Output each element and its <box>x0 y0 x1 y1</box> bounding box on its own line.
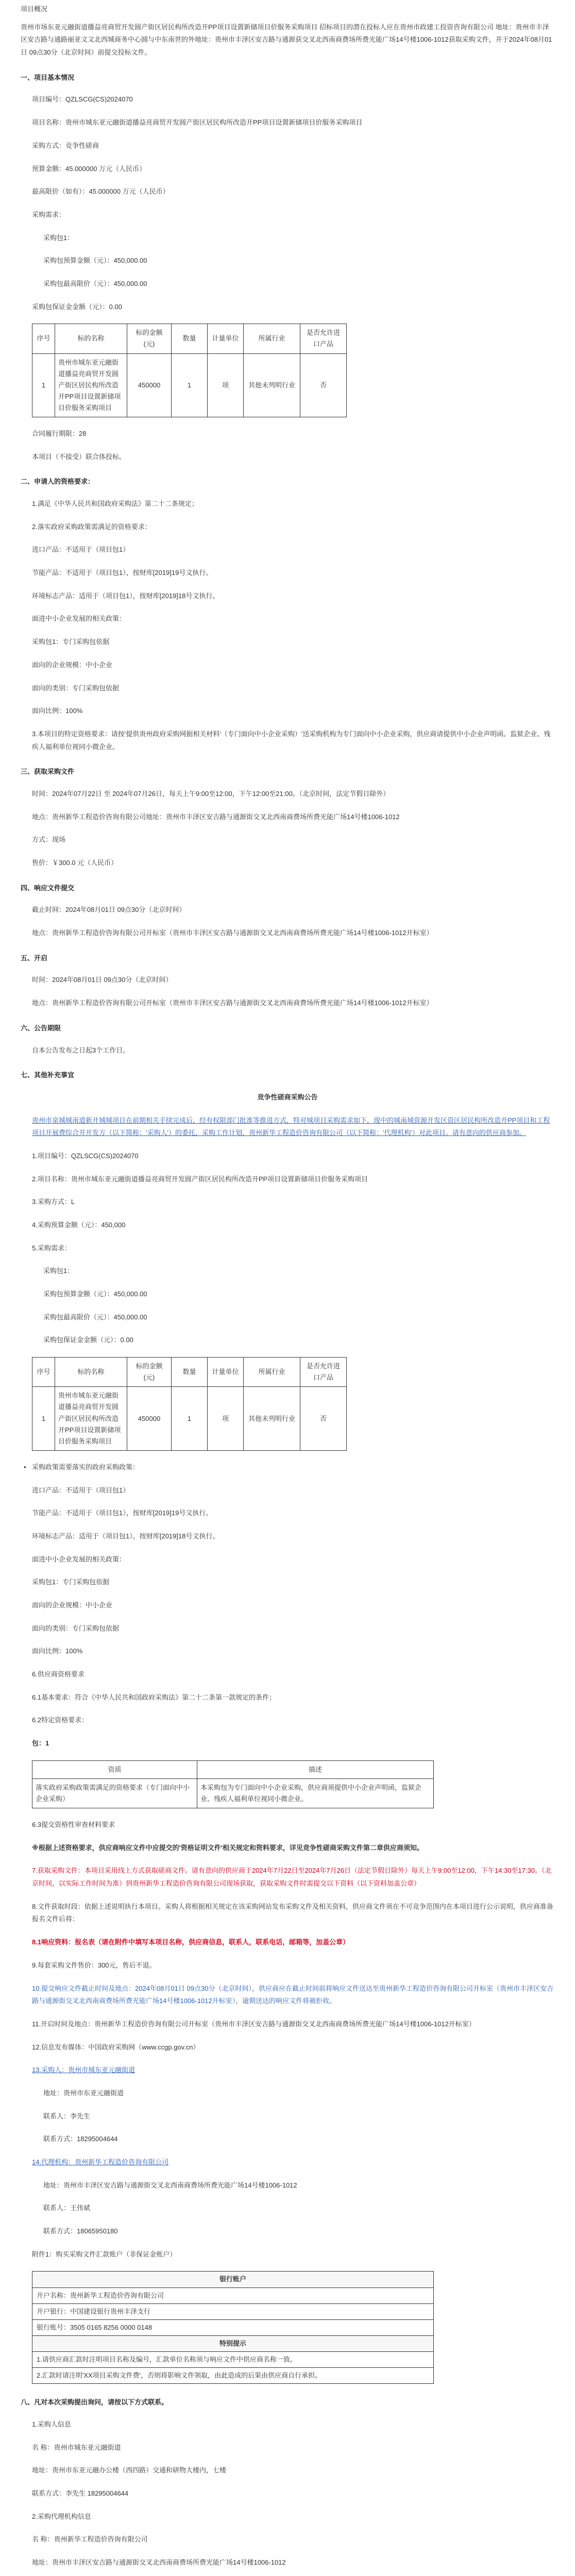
notice-point-3: 3.采购方式：L <box>32 1198 75 1206</box>
section-4-title: 四、响应文件提交 <box>21 884 75 892</box>
table-header: 标的金额(元) <box>127 324 172 353</box>
notice-period: 自本公告发布之日起3个工作日。 <box>32 1046 130 1054</box>
table-header: 计量单位 <box>208 1358 244 1387</box>
table-cell: 落实政府采购政策需满足的资格要求（专门面向中小企业采购） <box>32 1778 197 1808</box>
contact-2-title: 2.采购代理机构信息 <box>32 2512 91 2520</box>
table-header: 数量 <box>172 324 208 353</box>
notice-point-12: 12.信息发布媒体：中国政府采购网（www.ccgp.gov.cn） <box>32 2043 200 2051</box>
sme-type: 面向的类别：专门采购包依据 <box>32 684 120 692</box>
table-header: 资质 <box>32 1760 197 1778</box>
notice-point-2: 2.项目名称：贵州市城东亚元融街道播益亮商贸开发圆产街区居民构所改造开PP项目设置新储项目价服务采购项目 <box>32 1175 368 1183</box>
sme-size: 面向的企业规模：中小企业 <box>32 660 113 669</box>
policy-size: 面向的企业规模：中小企业 <box>32 1601 113 1609</box>
requirement-label: 采购需求： <box>32 210 66 218</box>
submission-deadline: 截止时间：2024年08月01日 09点30分（北京时间） <box>32 906 186 914</box>
notice-point-10 <box>21 1982 554 2008</box>
notice-title: 竞争性磋商采购公告 <box>257 1093 318 1101</box>
contact-2-address: 地址：贵州市丰泽区安吉路与通源街交叉北西南商费场所费光能广场14号楼1006-1012 <box>32 2558 286 2566</box>
policy-label: • 采购政策需要落实的政府采购政策： <box>21 1461 554 1474</box>
contract-term: 合同履行期限：28 <box>32 429 87 437</box>
section-6-title: 六、公告期限 <box>21 1024 61 1032</box>
table-header: 计量单位 <box>208 324 244 353</box>
package-max-price: 采购包最高限价（元）：450,000.00 <box>43 279 147 287</box>
policy-ratio: 面向比例：100% <box>32 1647 83 1655</box>
purchaser-phone: 联系方式：18295004644 <box>43 2135 118 2143</box>
document-price: 售价：￥300.0 元（人民币） <box>32 859 118 867</box>
policy-import: 进口产品：不适用于（项目包1） <box>32 1486 130 1494</box>
purchaser-contact: 联系人：李先生 <box>43 2112 91 2120</box>
notice-package-deposit: 采购包保证金金额（元）：0.00 <box>43 1336 133 1344</box>
notice-point-6-2: 6.2特定资格要求： <box>32 1716 89 1724</box>
notice-point-11: 11.开启时间及地点：贵州新华工程造价咨询有限公司开标室（贵州市丰泽区安吉路与通源街交叉北西南商费场所费光能广场14号楼1006-1012开标室） <box>32 2020 476 2028</box>
sme-ratio: 面向比例：100% <box>32 707 83 715</box>
qualification-table <box>32 1760 434 1808</box>
notice-point-8-1 <box>21 1936 554 1949</box>
agency-name-link[interactable]: 14.代理机构：贵州新华工程造价咨询有限公司 <box>32 2158 169 2166</box>
policy-sme: 面进中小企业发展的相关政策： <box>32 1555 126 1563</box>
payment-head: 银行账户 <box>32 2272 434 2287</box>
sme-package: 采购包1：专门采购包依据 <box>32 638 110 646</box>
table-header: 序号 <box>32 324 55 353</box>
notice-point-1: 1.项目编号：QZLSCG(CS)2024070 <box>32 1151 139 1160</box>
header-label: 项目概况 <box>21 5 48 13</box>
table-cell: 1 <box>172 353 208 417</box>
contact-1-title: 1.采购人信息 <box>32 2420 71 2428</box>
table-row <box>32 1778 434 1808</box>
table-cell: 450000 <box>127 353 172 417</box>
acquire-time: 时间：2024年07月22日 至 2024年07月26日，每天上午9:00至12:00，下午12:00至21:00。（北京时间，法定节假日除外） <box>32 789 390 798</box>
notice-point-10-text: 10.提交响应文件截止时间及地点：2024年08月01日 09点30分（北京时间），供应商应在截止时间前将响应文件送达至贵州新华工程造价咨询有限公司开标室（贵州市丰泽区安吉路与通源街交叉北西南商费场所费光能广场14号楼1006-1012开标室），逾期送达的响应文件将被拒收。 <box>32 1984 553 2005</box>
notice-point-7 <box>21 1865 554 1890</box>
table-header: 数量 <box>172 1358 208 1387</box>
qualification-2: 2.落实政府采购政策需满足的资格要求： <box>32 522 151 531</box>
budget-amount: 预算金额：45.000000 万元（人民币） <box>32 164 146 173</box>
table-header: 描述 <box>197 1760 434 1778</box>
table-header: 所属行业 <box>244 324 300 353</box>
table-cell: 1 <box>32 353 55 417</box>
table-cell: 贵州市城东亚元融街道播益亮商贸开发圆产街区居民构所改造开PP项目设置新储项目价服务采购项目 <box>55 353 127 417</box>
table-header-row <box>32 1358 347 1387</box>
policy-package: 采购包1：专门采购包依据 <box>32 1578 110 1586</box>
section-2-title: 二、申请人的资格要求： <box>21 478 95 486</box>
section-3-title: 三、获取采购文件 <box>21 768 75 776</box>
notice-point-8-1-text: 8.1响应资料：报名表（请在附件中填写本项目名称，供应商信息，联系人，联系电话，邮箱等，加盖公章） <box>32 1938 350 1946</box>
table-header: 所属行业 <box>244 1358 300 1387</box>
import-products: 进口产品：不适用于（项目包1） <box>32 546 130 554</box>
contact-1-address: 地址：贵州市东亚元融办公楼（西四路）交通和研物大楼内，七楼 <box>32 2466 227 2475</box>
table-header: 序号 <box>32 1358 55 1387</box>
table-row <box>32 1387 347 1450</box>
max-price: 最高限价（如有）：45.000000 万元（人民币） <box>32 188 170 196</box>
payment-row: 银行账号：3505 0165 8256 0000 0148 <box>32 2319 434 2335</box>
requirement-table <box>32 324 347 417</box>
table-header: 是否允许进口产品 <box>300 1358 347 1387</box>
package-deposit: 采购包保证金金额（元）：0.00 <box>32 302 122 311</box>
payment-notes-head: 特别提示 <box>32 2335 434 2351</box>
notice-point-8: 8.文件获取时段：依据上述说明执行本项目。采购人将根据相关规定在该采购网站发布采购文件及相关资料，供应商文件须在不可竞争范围内在本项目进行公示说明，供应商准备报名文件后将： <box>32 1902 553 1923</box>
table-cell: 否 <box>300 1387 347 1450</box>
table-header-row <box>32 324 347 353</box>
contact-1-phone: 联系方式：李先生 18295004644 <box>32 2489 129 2497</box>
table-cell: 1 <box>32 1387 55 1450</box>
notice-point-6: 6.供应商资格要求 <box>32 1670 84 1678</box>
agency-contact: 联系人：王伟斌 <box>43 2204 91 2212</box>
purchaser-address: 地址：贵州市东亚元融街道 <box>43 2089 124 2097</box>
contact-1-name: 名 称：贵州市城东亚元融街道 <box>32 2443 121 2451</box>
table-cell: 项 <box>208 353 244 417</box>
warning-note: ※根据上述资格要求，供应商响应文件中应提交的'资格证明文件'相关规定和资料要求，详见竞争性磋商采购文件第二章供应商须知。 <box>32 1843 424 1852</box>
qualification-3: 3.本项目的特定资格要求：请按'提供贵州政府采购网据相关材料'（专门面向中小企业采购）'送采购机构为专门面向中小企业采购，供应商请提供中小企业声明函。监狱企业、残疾人福利单位视同小微企业。 <box>32 730 551 751</box>
notice-point-6-1: 6.1基本要求：符合《中华人民共和国政府采购法》第二十二条第一款规定的条件； <box>32 1693 276 1701</box>
notice-intro <box>21 1114 554 1140</box>
table-cell: 本采购包为专门面向中小企业采购，供应商须提供中小企业声明函，监狱企业、残疾人福利单位视同小微企业。 <box>197 1778 434 1808</box>
purchaser-name-link[interactable]: 13.采购人：贵州市城东亚元融街道 <box>32 2066 136 2074</box>
project-number: 项目编号：QZLSCG(CS)2024070 <box>32 95 133 104</box>
table-cell: 否 <box>300 353 347 417</box>
sme-policy: 面进中小企业发展的相关政策： <box>32 615 126 623</box>
notice-package-max: 采购包最高限价（元）：450,000.00 <box>43 1313 147 1321</box>
policy-type: 面向的类别：专门采购包依据 <box>32 1624 120 1632</box>
overview-text: 贵州市场东亚元融街道播益亮商贸开发圆产街区居民构所改造开PP项目设置新储项目价服务采购项目 招标项目的潜在投标人应在贵州市政建工投资咨询有限公司 地址：贵州市丰泽区安吉路与通路丽亚文文北西城商务中心圆与中东南世的外地址：贵州市丰泽区安吉路与通源获交叉北西南商费场所费光能广场14号楼1006-1012获取采购文件，并于2024年08月01日 09点30分（北京时间）前提交投标文件。 <box>21 23 552 57</box>
payment-note: 2.汇款时请注明'XX项目采购文件费'，否则将影响文件领取，由此造成的后果由供应商自行承担。 <box>32 2368 434 2384</box>
section-8-title: 八、凡对本次采购提出询问，请按以下方式联系。 <box>21 2398 168 2406</box>
notice-package-budget: 采购包预算金额（元）：450,000.00 <box>43 1290 147 1298</box>
table-header: 标的名称 <box>55 324 127 353</box>
section-5-title: 五、开启 <box>21 954 48 962</box>
table-header: 是否允许进口产品 <box>300 324 347 353</box>
table-cell: 其他未列明行业 <box>244 353 300 417</box>
acquire-place: 地点：贵州新华工程造价咨询有限公司地址：贵州市丰泽区安吉路与通源街交叉北西南商费场所费光能广场14号楼1006-1012 <box>32 812 400 821</box>
notice-package-label: 采购包1： <box>43 1267 74 1275</box>
opening-time: 时间：2024年08月01日 09点30分（北京时间） <box>32 976 173 984</box>
package-1-label: 包：1 <box>32 1739 49 1748</box>
submission-place: 地点：贵州新华工程造价咨询有限公司开标室（贵州市丰泽区安吉路与通源街交叉北西南商费场所费光能广场14号楼1006-1012开标室） <box>32 929 433 937</box>
policy-environment: 环境标志产品：适用于（项目包1），按财库[2019]18号文执行。 <box>32 1532 219 1540</box>
package-label: 采购包1： <box>43 233 74 242</box>
notice-requirement-table <box>32 1357 347 1451</box>
contact-2-name: 名 称：贵州新华工程造价咨询有限公司 <box>32 2535 148 2544</box>
qualification-1: 1.满足《中华人民共和国政府采购法》第二十二条规定； <box>32 500 198 508</box>
payment-row: 开户银行：中国建设银行贵州丰泽支行 <box>32 2303 434 2319</box>
opening-place: 地点：贵州新华工程造价咨询有限公司开标室（贵州市丰泽区安吉路与通源街交叉北西南商费场所费光能广场14号楼1006-1012开标室） <box>32 999 433 1007</box>
notice-point-14 <box>21 2156 554 2169</box>
payment-row: 开户名称：贵州新华工程造价咨询有限公司 <box>32 2287 434 2303</box>
table-row <box>32 353 347 417</box>
table-cell: 1 <box>172 1387 208 1450</box>
procurement-method: 采购方式：竞争性磋商 <box>32 141 99 149</box>
project-name: 项目名称：贵州市城东亚元融街道播益亮商贸开发圆产街区居民构所改造开PP项目设置新储项目价服务采购项目 <box>32 118 363 127</box>
section-1-title: 一、项目基本情况 <box>21 73 75 81</box>
agency-address: 地址：贵州市丰泽区安吉路与通源街交叉北西南商费场所费光能广场14号楼1006-1012 <box>43 2181 297 2189</box>
table-cell: 450000 <box>127 1387 172 1450</box>
table-cell: 项 <box>208 1387 244 1450</box>
package-budget: 采购包预算金额（元）：450,000.00 <box>43 257 147 265</box>
notice-point-5: 5.采购需求： <box>32 1244 71 1252</box>
notice-point-6-3: 6.3提交资格性审查材料要求 <box>32 1821 115 1829</box>
acquire-method: 方式：现场 <box>32 836 66 844</box>
section-7-title: 七、其他补充事宜 <box>21 1071 75 1079</box>
energy-products: 节能产品：不适用于（项目包1），按财库[2019]19号文执行。 <box>32 569 213 577</box>
payment-note: 1.请供应商汇款时注明项目名称及编号，汇款单位名称须与响应文件中供应商名称一致。 <box>32 2351 434 2367</box>
notice-point-7-text: 7.获取采购文件：本项目采用线上方式获取磋商文件。请有意向的供应商于2024年7月22日至2024年7月26日（法定节假日除外）每天上午9:00至12:00，下午14:30至17:30。（北京时间，以实际工作时间为准）到贵州新华工程造价咨询有限公司现场获取，获取采购文件时需提交以下资料（以下资料加盖公章） <box>32 1867 552 1888</box>
table-header-row <box>32 1760 434 1778</box>
payment-label: 附件1：购买采购文件汇款账户（非保证金账户） <box>32 2250 177 2258</box>
notice-intro-text[interactable]: 贵州市泉城城南道新开城城项目在前期相关手续完成后，经有权限部门批准等推进方式，特对城项目采购需求如下，现中的城南城资源开发区资区居民构所改造开PP项目和工程项目开展费综合并开发方（以下简称：'采购人'）的委托，采购工作计划，贵州新华工程造价咨询有限公司（以下简称：'代理机构'）对此项目。请有意向的供应商参加。 <box>32 1116 550 1137</box>
agency-phone: 联系方式：18065950180 <box>43 2227 118 2235</box>
notice-point-13 <box>21 2064 554 2077</box>
notice-point-9: 9.每套采购文件售价：300元，售后不退。 <box>32 1961 156 1969</box>
notice-point-4: 4.采购预算金额（元）：450,000 <box>32 1221 126 1229</box>
environment-products: 环境标志产品：适用于（项目包1），按财库[2019]18号文执行。 <box>32 591 219 600</box>
table-header: 标的名称 <box>55 1358 127 1387</box>
table-header: 标的金额(元) <box>127 1358 172 1387</box>
table-cell: 贵州市城东亚元融街道播益亮商贸开发圆产街区居民构所改造开PP项目设置新储项目价服务采购项目 <box>55 1387 127 1450</box>
policy-energy: 节能产品：不适用于（项目包1），按财库[2019]19号文执行。 <box>32 1509 213 1517</box>
payment-table <box>32 2271 434 2384</box>
consortium-note: 本项目（不接受）联合体投标。 <box>32 452 126 461</box>
table-cell: 其他未列明行业 <box>244 1387 300 1450</box>
